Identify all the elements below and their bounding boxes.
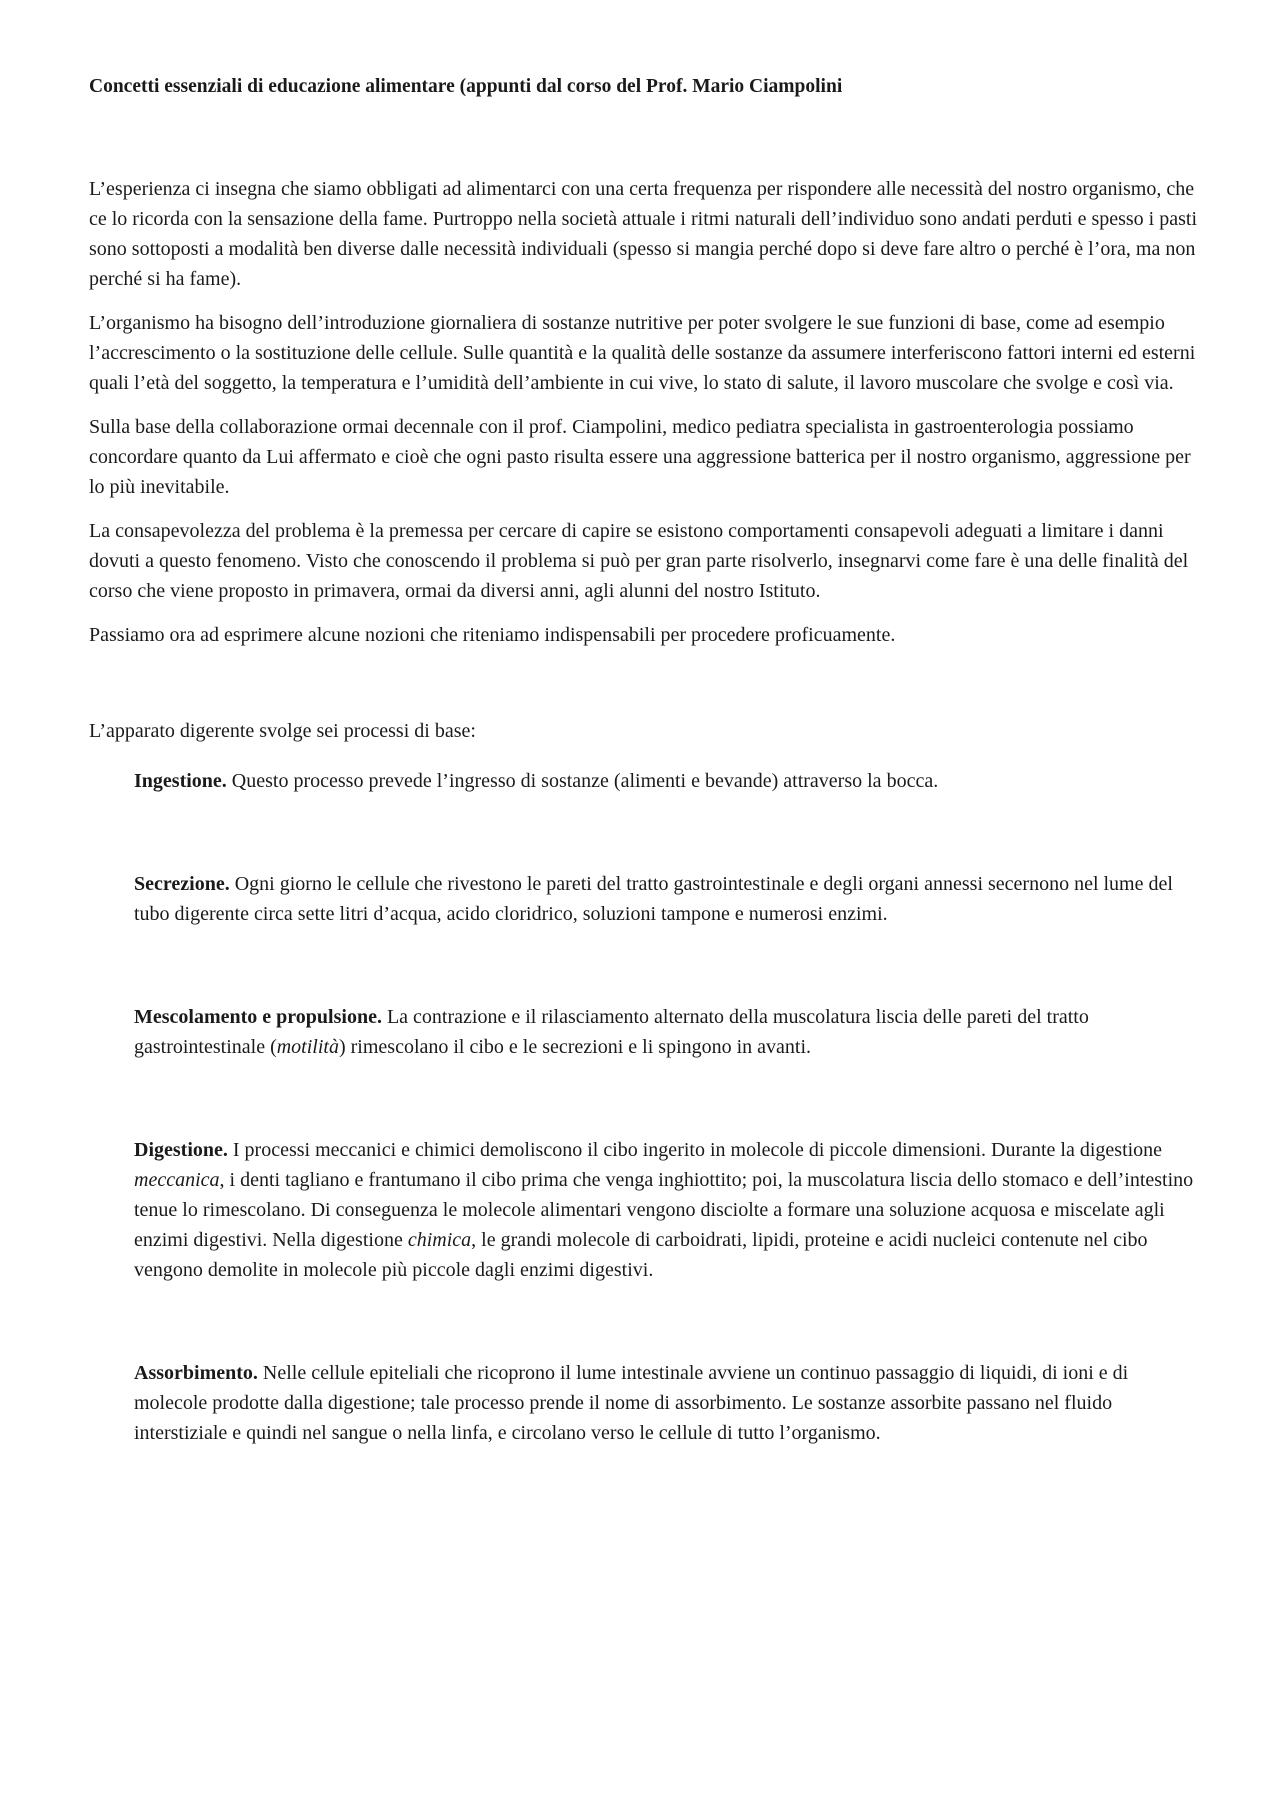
paragraph-awareness: La consapevolezza del problema è la premessa per cercare di capire se esistono comportamenti consapevoli adeguati a limitare i danni dovuti a questo fenomeno. Visto che conoscendo il problema si può per gran parte risolverlo, insegnarvi come fare è una delle finalità del corso che viene proposto in primavera, ormai da diversi anni, agli alunni del nostro Istituto.: [89, 520, 1189, 602]
process-text: La contrazione e il rilasciamento alternato della muscolatura liscia delle pareti del tratto gastrointestinale (: [134, 1006, 1089, 1058]
paragraph-nutrients: L’organismo ha bisogno dell’introduzione giornaliera di sostanze nutritive per poter svolgere le sue funzioni di base, come ad esempio l’accrescimento o la sostituzione delle cellule. Sulle quantità e la qualità delle sostanze da assumere interferiscono fattori interni ed esterni quali l’età del soggetto, la temperatura e l’umidità dell’ambiente in cui vive, lo stato di salute, il lavoro muscolare che svolge e così via.: [89, 312, 1196, 394]
process-text: I processi meccanici e chimici demoliscono il cibo ingerito in molecole di piccole dimensioni. Durante la digestione: [227, 1139, 1163, 1161]
paragraph-hunger: L’esperienza ci insegna che siamo obbligati ad alimentarci con una certa frequenza per rispondere alle necessità del nostro organismo, che ce lo ricorda con la sensazione della fame. Purtroppo nella società attuale i ritmi naturali dell’individuo sono andati perduti e spesso i pasti sono sottoposti a modalità ben diverse dalle necessità individuali (spesso si mangia perché dopo si deve fare altro o perché è l’ora, ma non perché si ha fame).: [89, 178, 1197, 290]
process-emphasis: meccanica: [134, 1169, 220, 1191]
process-text: ) rimescolano il cibo e le secrezioni e li spingono in avanti.: [338, 1036, 812, 1058]
paragraph-transition: Passiamo ora ad esprimere alcune nozioni che riteniamo indispensabili per procedere proficuamente.: [89, 624, 896, 646]
process-term: Mescolamento e propulsione.: [134, 1006, 382, 1028]
process-text: Questo processo prevede l’ingresso di sostanze (alimenti e bevande) attraverso la bocca.: [226, 770, 939, 792]
process-text: , i denti tagliano e frantumano il cibo prima che venga inghiottito; poi, la muscolatura liscia dello stomaco e dell’intestino tenue lo rimescolano. Di conseguenza le molecole alimentari vengono disciolte a formare una soluzione acquosa e miscelate agli enzimi digestivi. Nella digestione: [134, 1169, 1194, 1251]
process-emphasis: motilità: [276, 1036, 339, 1058]
document-title: Concetti essenziali di educazione alimentare (appunti dal corso del Prof. Mario Ciampolini: [89, 76, 843, 97]
process-term: Secrezione.: [134, 873, 230, 895]
process-term: Assorbimento.: [134, 1362, 258, 1384]
document-body: [89, 174, 1200, 1448]
process-ingestione: [134, 766, 1200, 796]
process-digestione: [134, 1135, 1200, 1285]
process-text: Ogni giorno le cellule che rivestono le pareti del tratto gastrointestinale e degli organi annessi secernono nel lume del tubo digerente circa sette litri d’acqua, acido cloridrico, soluzioni tampone e numerosi enzimi.: [134, 873, 1173, 925]
process-secrezione: [134, 869, 1200, 929]
process-term: Digestione.: [134, 1139, 228, 1161]
paragraph-collaboration: Sulla base della collaborazione ormai decennale con il prof. Ciampolini, medico pediatra specialista in gastroenterologia possiamo concordare quanto da Lui affermato e cioè che ogni pasto risulta essere una aggressione batterica per il nostro organismo, aggressione per lo più inevitabile.: [89, 416, 1191, 498]
process-text: , le grandi molecole di carboidrati, lipidi, proteine e acidi nucleici contenute nel cibo vengono demolite in molecole più piccole dagli enzimi digestivi.: [134, 1229, 1148, 1281]
process-emphasis: chimica: [407, 1229, 472, 1251]
process-text: Nelle cellule epiteliali che ricoprono il lume intestinale avviene un continuo passaggio di liquidi, di ioni e di molecole prodotte dalla digestione; tale processo prende il nome di assorbimento. Le sostanze assorbite passano nel fluido interstiziale e quindi nel sangue o nella linfa, e circolano verso le cellule di tutto l’organismo.: [134, 1362, 1129, 1444]
process-mescolamento: [134, 1002, 1200, 1062]
process-term: Ingestione.: [134, 770, 227, 792]
process-assorbimento: [134, 1358, 1200, 1448]
processes-intro: L’apparato digerente svolge sei processi di base:: [89, 720, 476, 742]
